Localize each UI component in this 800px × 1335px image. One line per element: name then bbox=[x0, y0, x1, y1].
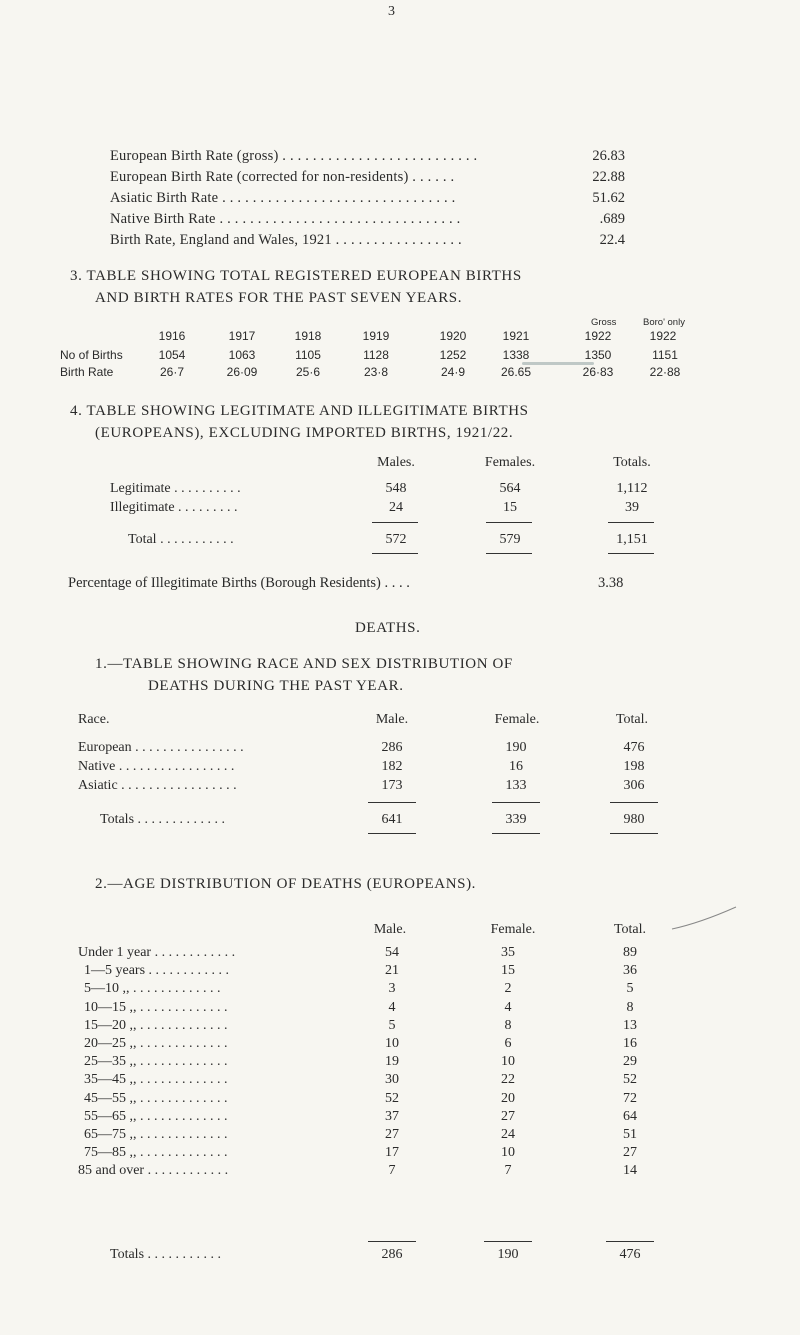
rate-value: 26.83 bbox=[592, 148, 625, 164]
age-row-cell: 5 bbox=[626, 981, 634, 996]
age-row-cell: 20 bbox=[501, 1091, 515, 1106]
column-header: 1918 bbox=[294, 329, 322, 343]
age-row-cell: 4 bbox=[388, 1000, 396, 1015]
age-row-label: 20—25 ,, . . . . . . . . . . . . . bbox=[84, 1036, 228, 1051]
sum-rule bbox=[610, 833, 658, 834]
table-cell: 26·09 bbox=[226, 365, 258, 379]
age-row-cell: 8 bbox=[626, 1000, 634, 1015]
section-title: 3. TABLE SHOWING TOTAL REGISTERED EUROPEAN BIRTHS bbox=[70, 268, 522, 284]
row-label: Birth Rate bbox=[60, 365, 114, 379]
age-row-cell: 7 bbox=[388, 1163, 396, 1178]
age-row-label: Under 1 year . . . . . . . . . . . . bbox=[78, 945, 236, 960]
age-row-cell: 51 bbox=[623, 1127, 637, 1142]
rate-value: 22.4 bbox=[599, 232, 625, 248]
age-row-cell: 27 bbox=[623, 1145, 637, 1160]
age-row-cell: 13 bbox=[623, 1018, 637, 1033]
row-label: Legitimate . . . . . . . . . . bbox=[110, 481, 241, 496]
deaths-heading: DEATHS. bbox=[355, 620, 421, 636]
column-note: Boro' only bbox=[643, 317, 685, 328]
age-row-label: 15—20 ,, . . . . . . . . . . . . . bbox=[84, 1018, 228, 1033]
column-header: 1920 bbox=[439, 329, 467, 343]
section-title: 4. TABLE SHOWING LEGITIMATE AND ILLEGITIMATE BIRTHS bbox=[70, 403, 529, 419]
sum-rule bbox=[368, 833, 416, 834]
row-label: No of Births bbox=[60, 348, 123, 362]
column-header: 1921 bbox=[502, 329, 530, 343]
rate-label: European Birth Rate (corrected for non-residents) . . . . . . bbox=[110, 169, 455, 185]
rate-value: 51.62 bbox=[592, 190, 625, 206]
sum-rule bbox=[486, 522, 532, 523]
table-cell: 1105 bbox=[295, 348, 321, 362]
ink-smudge bbox=[522, 362, 594, 365]
column-header: 1917 bbox=[228, 329, 256, 343]
rate-label: Asiatic Birth Rate . . . . . . . . . . . . . . . . . . . . . . . . . . . . . . . bbox=[110, 190, 456, 206]
table-cell: 286 bbox=[381, 740, 403, 755]
table-cell: 306 bbox=[623, 778, 645, 793]
age-row-cell: 36 bbox=[623, 963, 637, 978]
total-cell: 579 bbox=[499, 532, 521, 547]
age-row-cell: 4 bbox=[504, 1000, 512, 1015]
table-cell: 25·6 bbox=[295, 365, 321, 379]
age-row-cell: 8 bbox=[504, 1018, 512, 1033]
table-cell: 190 bbox=[505, 740, 527, 755]
age-row-label: 75—85 ,, . . . . . . . . . . . . . bbox=[84, 1145, 228, 1160]
row-label: Illegitimate . . . . . . . . . bbox=[110, 500, 238, 515]
sum-rule bbox=[372, 522, 418, 523]
age-row-cell: 19 bbox=[385, 1054, 399, 1069]
rate-value: .689 bbox=[599, 211, 625, 227]
column-header: Males. bbox=[377, 455, 415, 470]
percentage-value: 3.38 bbox=[598, 575, 624, 591]
section-subtitle: AND BIRTH RATES FOR THE PAST SEVEN YEARS. bbox=[95, 290, 463, 306]
percentage-label: Percentage of Illegitimate Births (Borough Residents) . . . . bbox=[68, 575, 410, 591]
table-cell: 15 bbox=[503, 500, 517, 515]
table-cell: 548 bbox=[385, 481, 407, 496]
age-row-cell: 52 bbox=[623, 1072, 637, 1087]
total-cell: 641 bbox=[381, 812, 403, 827]
age-row-cell: 37 bbox=[385, 1109, 399, 1124]
age-row-cell: 89 bbox=[623, 945, 637, 960]
age-row-cell: 35 bbox=[501, 945, 515, 960]
total-cell: 339 bbox=[505, 812, 527, 827]
age-row-cell: 64 bbox=[623, 1109, 637, 1124]
column-header: Total. bbox=[615, 712, 649, 727]
sum-rule bbox=[368, 1241, 416, 1242]
age-row-label: 65—75 ,, . . . . . . . . . . . . . bbox=[84, 1127, 228, 1142]
age-row-cell: 7 bbox=[504, 1163, 512, 1178]
page-number: 3 bbox=[388, 4, 395, 19]
age-row-cell: 16 bbox=[623, 1036, 637, 1051]
rate-label: Native Birth Rate . . . . . . . . . . . . . . . . . . . . . . . . . . . . . . . . bbox=[110, 211, 461, 227]
table-cell: 1350 bbox=[584, 348, 612, 362]
column-header: Male. bbox=[375, 712, 409, 727]
row-label: Asiatic . . . . . . . . . . . . . . . . . bbox=[78, 778, 237, 793]
age-row-cell: 29 bbox=[623, 1054, 637, 1069]
section-subtitle: DEATHS DURING THE PAST YEAR. bbox=[148, 678, 404, 694]
table-cell: 198 bbox=[623, 759, 645, 774]
age-row-label: 10—15 ,, . . . . . . . . . . . . . bbox=[84, 1000, 228, 1015]
table-cell: 22·88 bbox=[649, 365, 681, 379]
sum-rule bbox=[492, 802, 540, 803]
age-row-cell: 21 bbox=[385, 963, 399, 978]
age-row-cell: 22 bbox=[501, 1072, 515, 1087]
sum-rule bbox=[610, 802, 658, 803]
table-cell: 564 bbox=[499, 481, 521, 496]
table-cell: 1054 bbox=[158, 348, 186, 362]
sum-rule bbox=[484, 1241, 532, 1242]
total-label: Totals . . . . . . . . . . . bbox=[110, 1247, 222, 1262]
column-header: Female. bbox=[490, 922, 536, 937]
rate-label: Birth Rate, England and Wales, 1921 . . . . . . . . . . . . . . . . . bbox=[110, 232, 462, 248]
table-cell: 182 bbox=[381, 759, 403, 774]
table-cell: 16 bbox=[509, 759, 523, 774]
column-note: Gross bbox=[591, 317, 617, 328]
table-cell: 24 bbox=[389, 500, 403, 515]
total-cell: 980 bbox=[623, 812, 645, 827]
sum-rule bbox=[492, 833, 540, 834]
section-subtitle: (EUROPEANS), EXCLUDING IMPORTED BIRTHS, 1921/22. bbox=[95, 425, 514, 441]
table-cell: 1128 bbox=[363, 348, 389, 362]
table-cell: 1063 bbox=[228, 348, 256, 362]
age-row-cell: 10 bbox=[501, 1145, 515, 1160]
age-row-cell: 30 bbox=[385, 1072, 399, 1087]
pencil-mark bbox=[670, 905, 740, 935]
column-header: 1919 bbox=[362, 329, 390, 343]
table-cell: 173 bbox=[381, 778, 403, 793]
total-cell: 476 bbox=[619, 1247, 641, 1262]
age-row-cell: 10 bbox=[501, 1054, 515, 1069]
column-header: Total. bbox=[613, 922, 647, 937]
table-cell: 26·7 bbox=[159, 365, 185, 379]
table-cell: 24·9 bbox=[440, 365, 466, 379]
rate-label: European Birth Rate (gross) . . . . . . . . . . . . . . . . . . . . . . . . . . bbox=[110, 148, 478, 164]
age-row-label: 45—55 ,, . . . . . . . . . . . . . bbox=[84, 1091, 228, 1106]
sum-rule bbox=[486, 553, 532, 554]
column-header: Female. bbox=[494, 712, 540, 727]
column-header: 1922 bbox=[584, 329, 612, 343]
age-row-cell: 2 bbox=[504, 981, 512, 996]
age-row-cell: 6 bbox=[504, 1036, 512, 1051]
column-header: 1916 bbox=[158, 329, 186, 343]
sum-rule bbox=[606, 1241, 654, 1242]
age-row-cell: 72 bbox=[623, 1091, 637, 1106]
age-row-label: 1—5 years . . . . . . . . . . . . bbox=[84, 963, 230, 978]
table-cell: 23·8 bbox=[363, 365, 389, 379]
total-cell: 190 bbox=[497, 1247, 519, 1262]
age-row-cell: 52 bbox=[385, 1091, 399, 1106]
column-header: Male. bbox=[373, 922, 407, 937]
rate-value: 22.88 bbox=[592, 169, 625, 185]
age-row-cell: 10 bbox=[385, 1036, 399, 1051]
age-row-cell: 17 bbox=[385, 1145, 399, 1160]
sum-rule bbox=[608, 553, 654, 554]
column-header: Females. bbox=[484, 455, 536, 470]
table-cell: 133 bbox=[505, 778, 527, 793]
age-row-cell: 27 bbox=[385, 1127, 399, 1142]
table-cell: 1338 bbox=[502, 348, 530, 362]
age-row-cell: 24 bbox=[501, 1127, 515, 1142]
total-label: Totals . . . . . . . . . . . . . bbox=[100, 812, 226, 827]
age-row-label: 85 and over . . . . . . . . . . . . bbox=[78, 1163, 229, 1178]
age-row-label: 25—35 ,, . . . . . . . . . . . . . bbox=[84, 1054, 228, 1069]
table-cell: 1151 bbox=[652, 348, 678, 362]
age-row-cell: 54 bbox=[385, 945, 399, 960]
age-row-cell: 14 bbox=[623, 1163, 637, 1178]
table-cell: 1,112 bbox=[616, 481, 648, 496]
total-cell: 1,151 bbox=[616, 532, 648, 547]
total-label: Total . . . . . . . . . . . bbox=[128, 532, 234, 547]
age-row-label: 5—10 ,, . . . . . . . . . . . . . bbox=[84, 981, 221, 996]
sum-rule bbox=[372, 553, 418, 554]
table-cell: 476 bbox=[623, 740, 645, 755]
table-cell: 26·83 bbox=[582, 365, 614, 379]
age-row-label: 35—45 ,, . . . . . . . . . . . . . bbox=[84, 1072, 228, 1087]
age-row-cell: 3 bbox=[388, 981, 396, 996]
section-title: 1.—TABLE SHOWING RACE AND SEX DISTRIBUTION OF bbox=[95, 656, 513, 672]
table-cell: 26.65 bbox=[500, 365, 532, 379]
table-cell: 1252 bbox=[439, 348, 467, 362]
column-header: Totals. bbox=[613, 455, 651, 470]
column-header: 1922 bbox=[649, 329, 677, 343]
sum-rule bbox=[608, 522, 654, 523]
age-row-cell: 15 bbox=[501, 963, 515, 978]
age-row-cell: 5 bbox=[388, 1018, 396, 1033]
age-row-label: 55—65 ,, . . . . . . . . . . . . . bbox=[84, 1109, 228, 1124]
total-cell: 572 bbox=[385, 532, 407, 547]
row-label: Native . . . . . . . . . . . . . . . . . bbox=[78, 759, 235, 774]
column-header: Race. bbox=[78, 712, 110, 727]
total-cell: 286 bbox=[381, 1247, 403, 1262]
table-cell: 39 bbox=[625, 500, 639, 515]
section-title: 2.—AGE DISTRIBUTION OF DEATHS (EUROPEANS). bbox=[95, 876, 477, 892]
row-label: European . . . . . . . . . . . . . . . . bbox=[78, 740, 244, 755]
sum-rule bbox=[368, 802, 416, 803]
age-row-cell: 27 bbox=[501, 1109, 515, 1124]
